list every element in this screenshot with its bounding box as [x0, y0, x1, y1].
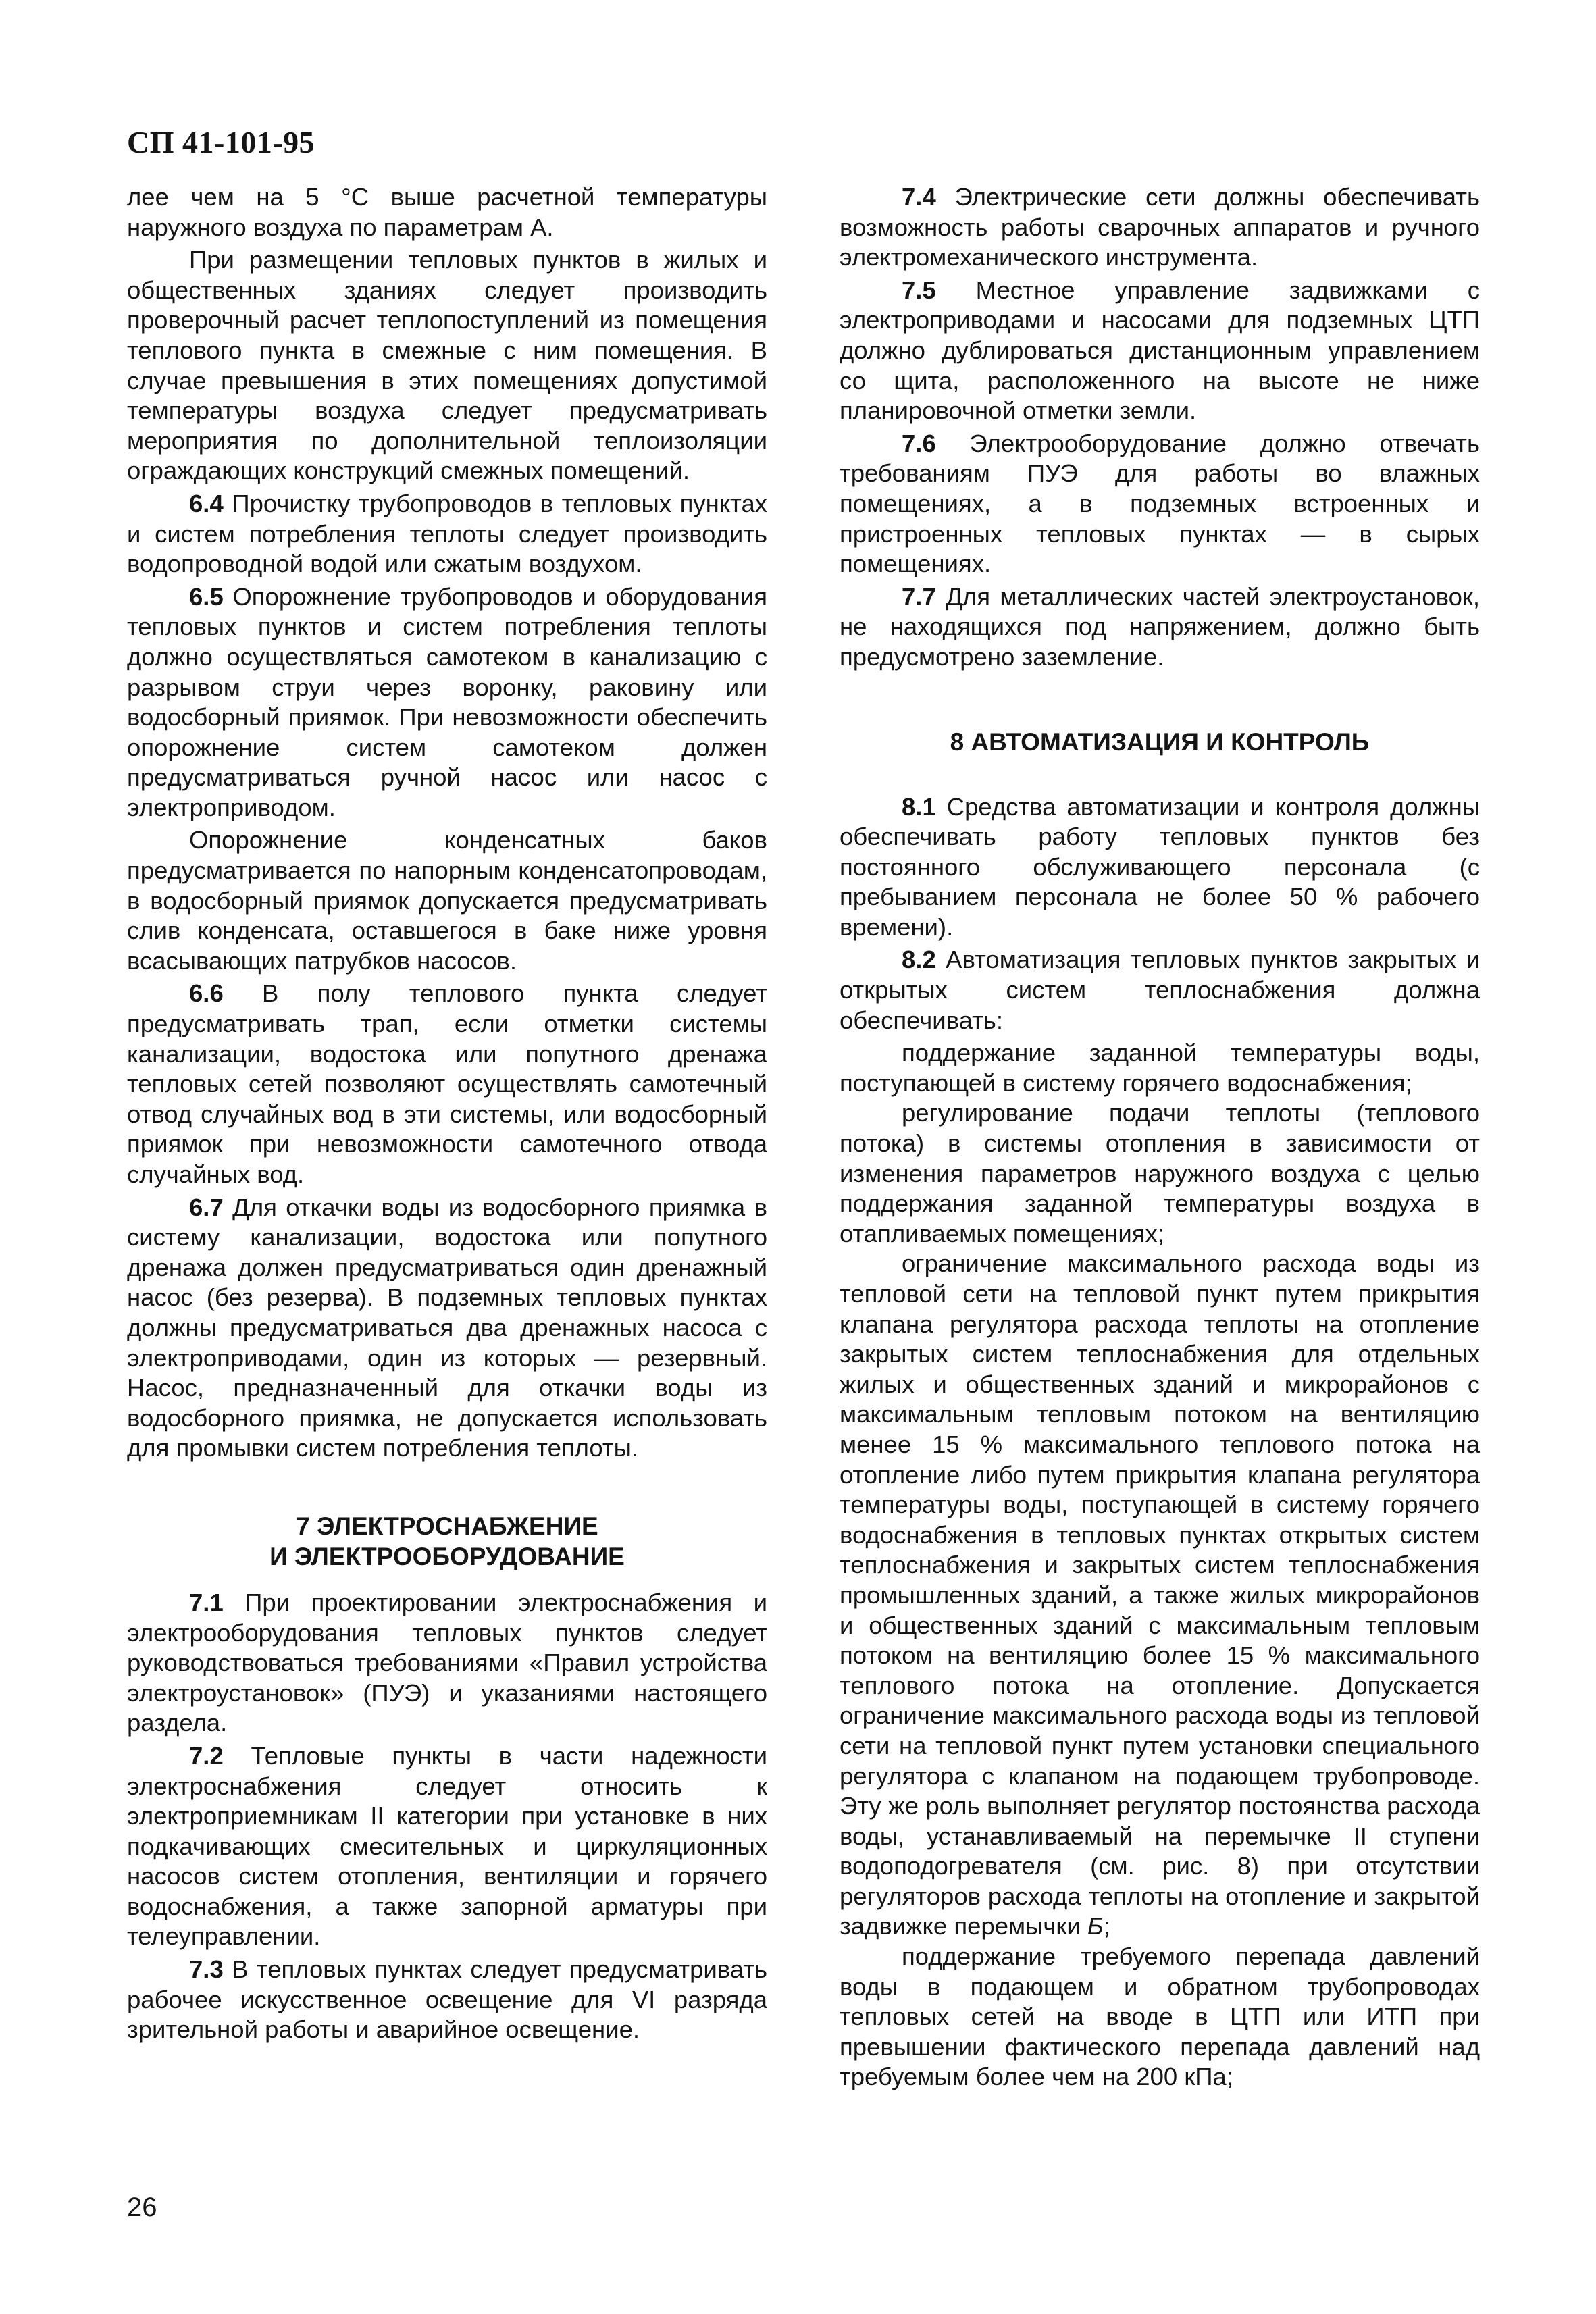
paragraph-text: Электрические сети должны обеспечивать возможность работы сварочных аппаратов и ручного электромеханического инструмента. [840, 183, 1480, 272]
section-title: 8 АВТОМАТИЗАЦИЯ И КОНТРОЛЬ [950, 727, 1370, 756]
paragraph [127, 1741, 767, 1952]
clause-number: 6.6 [189, 979, 224, 1008]
paragraph-text: Средства автоматизации и контроля должны обеспечивать работу тепловых пунктов без постоянного обслуживающего персонала (с пребыванием персонала не более 50 % рабочего времени). [840, 792, 1480, 941]
section-title-line: 7 ЭЛЕКТРОСНАБЖЕНИЕ [296, 1512, 598, 1540]
paragraph [840, 945, 1480, 1035]
clause-number: 7.3 [189, 1955, 224, 1984]
paragraph-text: В тепловых пунктах следует предусматривать рабочее искусственное освещение для VI разряда зрительной работы и аварийное освещение. [127, 1955, 767, 2044]
clause-number: 6.4 [189, 489, 224, 517]
paragraph [127, 582, 767, 823]
paragraph [127, 979, 767, 1189]
paragraph [840, 182, 1480, 273]
paragraph-text: лее чем на 5 °С выше расчетной температуры наружного воздуха по параметрам А. [127, 183, 767, 241]
paragraph [127, 825, 767, 976]
paragraph-text: Местное управление задвижками с электроприводами и насосами для подземных ЦТП должно дублироваться дистанционным управлением со щита, расположенного на высоте не ниже планировочной отметки земли. [840, 276, 1480, 425]
clause-number: 6.5 [189, 582, 224, 611]
paragraph-text: Для откачки воды из водосборного приямка в систему канализации, водостока или попутного дренажа должен предусматриваться один дренажный насос (без резерва). В подземных тепловых пунктах должны предусматриваться два дренажных насоса с электроприводами, один из которых — резервный. Насос, предназначенный для откачки воды из водосборного приямка, не допускается использовать для промывки систем потребления теплоты. [127, 1193, 767, 1462]
list-item-text: ограничение максимального расхода воды из тепловой сети на тепловой пункт путем прикрытия клапана регулятора расхода теплоты на отопление закрытых систем теплоснабжения для отдельных жилых и общественных зданий и микрорайонов с максимальным тепловым потоком на вентиляцию менее 15 % максимального теплового потока на отопление либо путем прикрытия клапана регулятора температуры воды, поступающей в систему горячего водоснабжения в тепловых пунктах открытых систем теплоснабжения и закрытых систем теплоснабжения промышленных зданий, а также жилых микрорайонов и общественных зданий с максимальным тепловым потоком на вентиляцию более 15 % максимального теплового потока на отопление. Допускается ограничение максимального расхода воды из тепловой сети на тепловой пункт путем установки специального регулятора с клапаном на подающем трубопроводе. Эту же роль выполняет регулятор постоянства расхода воды, устанавливаемый на перемычке II ступени водоподогревателя (см. рис. 8) при отсутствии регуляторов расхода теплоты на отопление и закрытой задвижке перемычки [840, 1250, 1480, 1940]
paragraph [127, 182, 767, 242]
paragraph-text: Для металлических частей электроустановок, не находящихся под напряжением, должно быть предусмотрено заземление. [840, 582, 1480, 671]
paragraph [840, 792, 1480, 943]
clause-number: 7.2 [189, 1741, 224, 1770]
paragraph [840, 276, 1480, 426]
italic-letter: Б [1087, 1912, 1104, 1940]
section-title-line: И ЭЛЕКТРООБОРУДОВАНИЕ [269, 1542, 625, 1570]
list-item: поддержание заданной температуры воды, поступающей в систему горячего водоснабжения; [840, 1039, 1480, 1097]
list-item [840, 1249, 1480, 1942]
clause-number: 8.1 [902, 792, 936, 821]
left-column [127, 182, 767, 2048]
paragraph-text: Тепловые пункты в части надежности электроснабжения следует относить к электроприемникам II категории при установке в них подкачивающих смесительных и циркуляционных насосов систем отопления, вентиляции и горячего водоснабжения, а также запорной арматуры при телеуправлении. [127, 1741, 767, 1951]
clause-number: 8.2 [902, 946, 936, 974]
clause-number: 7.6 [902, 429, 936, 457]
clause-number: 7.1 [189, 1588, 224, 1616]
paragraph [840, 582, 1480, 673]
page-number: 26 [127, 2192, 157, 2222]
clause-number: 6.7 [189, 1193, 224, 1221]
clause-number: 7.5 [902, 276, 936, 304]
clause-number: 7.4 [902, 183, 936, 211]
right-column [840, 182, 1480, 2092]
paragraph-text: Автоматизация тепловых пунктов закрытых и открытых систем теплоснабжения должна обеспечивать: [840, 946, 1480, 1034]
paragraph-text: Опорожнение трубопроводов и оборудования тепловых пунктов и систем потребления теплоты должно осуществляться самотеком в канализацию с разрывом струи через воронку, раковину или водосборный приямок. При невозможности обеспечить опорожнение систем самотеком должен предусматриваться ручной насос или насос с электроприводом. [127, 582, 767, 821]
paragraph [127, 489, 767, 580]
paragraph [127, 245, 767, 486]
paragraph-text: В полу теплового пункта следует предусматривать трап, если отметки системы канализации, водостока или попутного дренажа тепловых сетей позволяют осуществлять самотечный отвод случайных вод в эти системы, или водосборный приямок при невозможности самотечного отвода случайных вод. [127, 979, 767, 1188]
list-item: регулирование подачи теплоты (теплового потока) в системы отопления в зависимости от изменения параметров наружного воздуха с целью поддержания заданной температуры воздуха в отапливаемых помещениях; [840, 1099, 1480, 1248]
paragraph [127, 1193, 767, 1464]
document-code: СП 41-101-95 [127, 125, 315, 159]
list-item: поддержание требуемого перепада давлений воды в подающем и обратном трубопроводах тепловых сетей на вводе в ЦТП или ИТП при превышении фактического перепада давлений над требуемым более чем на 200 кПа; [840, 1943, 1480, 2091]
paragraph [127, 1588, 767, 1739]
clause-number: 7.7 [902, 582, 936, 611]
paragraph-text: Опорожнение конденсатных баков предусматривается по напорным конденсатопроводам, в водосборный приямок допускается предусматривать слив конденсата, оставшегося в баке ниже уровня всасывающих патрубков насосов. [127, 826, 767, 975]
paragraph [840, 429, 1480, 580]
section-title [127, 1511, 767, 1572]
paragraph-text: Электрооборудование должно отвечать требованиям ПУЭ для работы во влажных помещениях, а в подземных встроенных и пристроенных тепловых пунктах — в сырых помещениях. [840, 429, 1480, 578]
list-item-text: ; [1103, 1912, 1110, 1940]
paragraph [127, 1955, 767, 2045]
paragraph-text: При проектировании электроснабжения и электрооборудования тепловых пунктов следует руководствоваться требованиями «Правил устройства электроустановок» (ПУЭ) и указаниями настоящего раздела. [127, 1588, 767, 1737]
paragraph-text: При размещении тепловых пунктов в жилых и общественных зданиях следует производить проверочный расчет теплопоступлений из помещения теплового пункта в смежные с ним помещения. В случае превышения в этих помещениях допустимой температуры воздуха следует предусматривать мероприятия по дополнительной теплоизоляции ограждающих конструкций смежных помещений. [127, 246, 767, 485]
paragraph-text: Прочистку трубопроводов в тепловых пунктах и систем потребления теплоты следует производить водопроводной водой или сжатым воздухом. [127, 489, 767, 578]
